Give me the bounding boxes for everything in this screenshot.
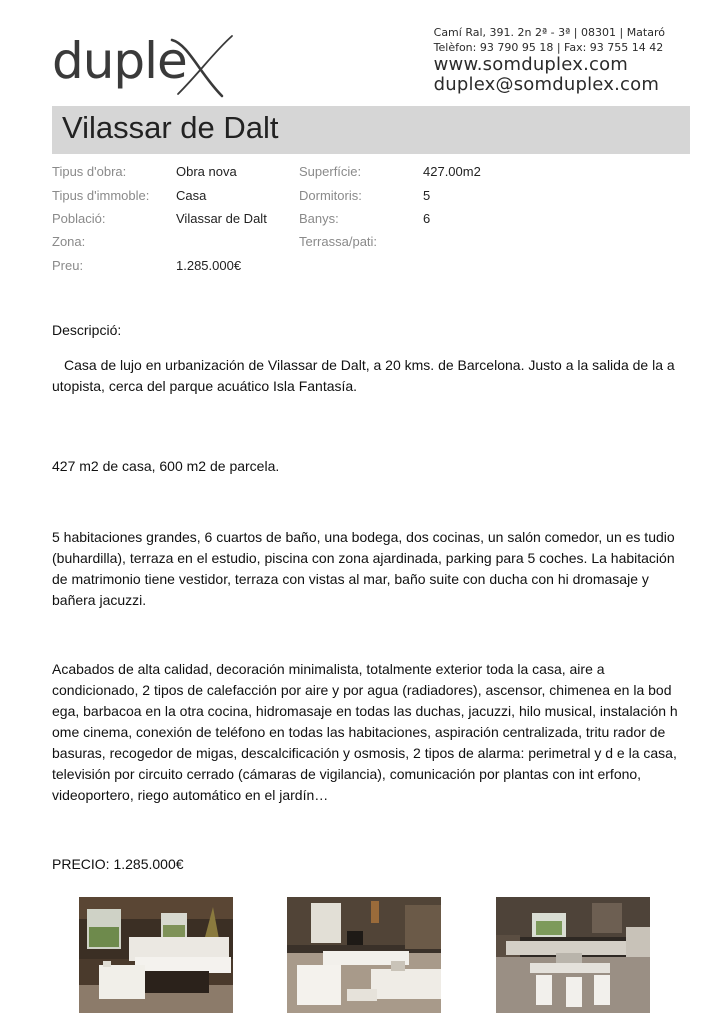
website-link[interactable]: www.somduplex.com	[433, 54, 629, 75]
contact-block	[434, 25, 665, 95]
spec-value-tipus-obra: Obra nova	[176, 164, 237, 179]
description-paragraph: Acabados de alta calidad, decoración minimalista, totalmente exterior toda la casa, aire a condicionado, 2 tipos de calefacción por aire y por agua (radiadores), ascensor, chimenea en la bod ega, barbacoa en la otra cocina, hidromasaje en todas las duchas, jacuzzi, hilo musical, instalación h ome cinema, conexión de teléfono en todas las habitaciones, aspiración centralizada, tritu rador de basuras, recogedor de migas, descalcificación y osmosis, 2 tipos de alarma: perimetral y d e la casa, televisión por circuito cerrado (cámaras de vigilancia), comunicación por plantas con int erfono, videoportero, riego automático en el jardín…	[52, 661, 678, 803]
logo-x-mark	[170, 34, 234, 100]
description-paragraph: 427 m2 de casa, 600 m2 de parcela.	[52, 458, 280, 474]
spec-value-dormitoris: 5	[423, 188, 431, 203]
spec-label-terrassa: Terrassa/pati:	[299, 234, 378, 249]
description-label: Descripció:	[52, 322, 122, 338]
spec-value-superficie: 427.00m2	[423, 164, 481, 179]
spec-label-tipus-immoble: Tipus d'immoble:	[52, 188, 150, 203]
spec-label-zona: Zona:	[52, 234, 86, 249]
spec-value-tipus-immoble: Casa	[176, 188, 207, 203]
page-title: Vilassar de Dalt	[62, 110, 279, 145]
spec-label-superficie: Superfície:	[299, 164, 362, 179]
logo-wordmark: duple	[52, 32, 187, 90]
title-bar	[52, 106, 690, 154]
spec-value-banys: 6	[423, 211, 431, 226]
living-room-photo	[79, 897, 233, 1013]
spec-label-dormitoris: Dormitoris:	[299, 188, 362, 203]
spec-label-banys: Banys:	[299, 211, 339, 226]
spec-value-poblacio: Vilassar de Dalt	[176, 211, 267, 226]
price-line: PRECIO: 1.285.000€	[52, 856, 184, 872]
lounge-photo	[287, 897, 441, 1013]
duplex-logo	[52, 30, 232, 102]
spec-label-tipus-obra: Tipus d'obra:	[52, 164, 127, 179]
email-link[interactable]: duplex@somduplex.com	[433, 74, 660, 95]
spec-value-preu: 1.285.000€	[176, 258, 242, 273]
description-paragraph: Casa de lujo en urbanización de Vilassar de Dalt, a 20 kms. de Barcelona. Justo a la salida de la a utopista, cerca del parque acuático Isla Fantasía.	[52, 357, 675, 394]
spec-label-poblacio: Població:	[52, 211, 106, 226]
phone-fax-text: Telèfon: 93 790 95 18 | Fax: 93 755 14 42	[433, 41, 664, 54]
address-text: Camí Ral, 391. 2n 2ª - 3ª | 08301 | Mataró	[433, 26, 665, 39]
spec-label-preu: Preu:	[52, 258, 84, 273]
description-paragraph: 5 habitaciones grandes, 6 cuartos de baño, una bodega, dos cocinas, un salón comedor, un es tudio (buhardilla), terraza en el estudio, piscina con zona ajardinada, parking para 5 coches. La habitación de matrimonio tiene vestidor, terraza con vistas al mar, baño suite con ducha con hi dromasaje y bañera jacuzzi.	[52, 529, 675, 608]
dining-kitchen-photo	[496, 897, 650, 1013]
